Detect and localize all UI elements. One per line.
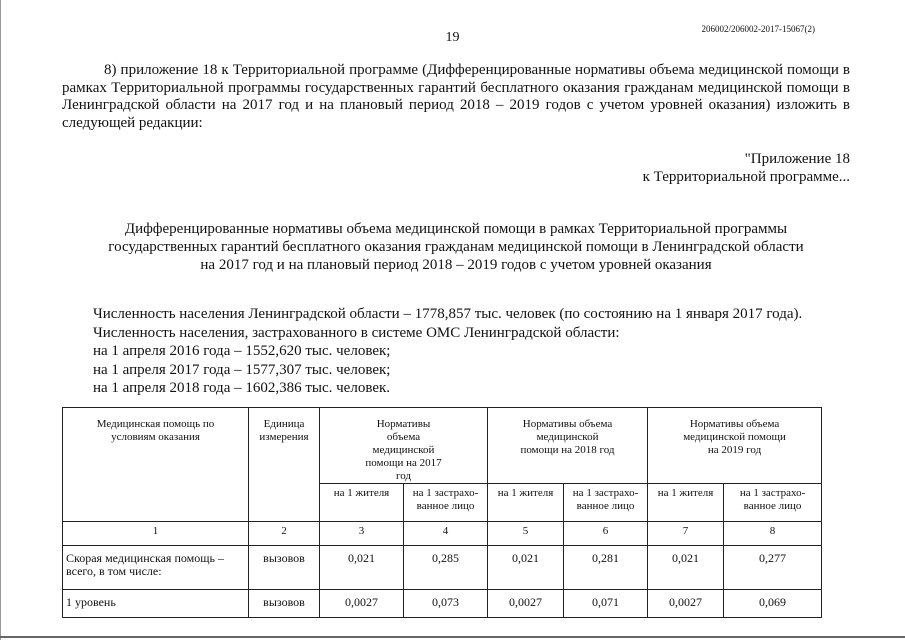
subheader-per-insured: на 1 застрахо- ванное лицо xyxy=(564,484,648,522)
stats-line: Численность населения, застрахованного в системе ОМС Ленинградской области: xyxy=(93,324,620,341)
column-number: 5 xyxy=(488,522,564,546)
column-number: 3 xyxy=(320,522,404,546)
table-cell: 0,073 xyxy=(404,590,488,618)
title-line-3: на 2017 год и на плановый период 2018 – 2019 годов с учетом уровней оказания xyxy=(200,257,712,273)
row-label: 1 уровень xyxy=(63,590,249,618)
column-number: 4 xyxy=(404,522,488,546)
intro-paragraph: 8) приложение 18 к Территориальной программе (Дифференцированные нормативы объема медицинской помощи в рамках Территориальной программы государственных гарантий бесплатного оказания гражданам медицинской помощи в Ленинградской области на 2017 год и на плановый период 2018 – 2019 годов с учетом уровней оказания) изложить в следующей редакции: xyxy=(62,62,850,131)
table-cell: 0,281 xyxy=(564,546,648,590)
header-care-conditions: Медицинская помощь по условиям оказания xyxy=(63,408,249,522)
table-cell: 0,071 xyxy=(564,590,648,618)
subheader-per-insured: на 1 застрахо- ванное лицо xyxy=(404,484,488,522)
header-2019: Нормативы объема медицинской помощи на 2019 год xyxy=(648,408,822,484)
row-unit: вызовов xyxy=(249,590,320,618)
table-cell: 0,021 xyxy=(320,546,404,590)
document-code: 206002/206002-2017-15067(2) xyxy=(701,24,815,34)
title-line-2: государственных гарантий бесплатного оказания гражданам медицинской помощи в Ленинградской области xyxy=(108,239,804,255)
annex-line-1: "Приложение 18 xyxy=(744,151,850,167)
table-cell: 0,0027 xyxy=(488,590,564,618)
table-cell: 0,277 xyxy=(724,546,822,590)
annex-line-2: к Территориальной программе... xyxy=(642,169,850,185)
table-cell: 0,0027 xyxy=(648,590,724,618)
annex-reference xyxy=(643,150,850,186)
row-label: Скорая медицинская помощь – всего, в том числе: xyxy=(63,546,249,590)
subheader-per-insured: на 1 застрахо- ванное лицо xyxy=(724,484,822,522)
column-number: 6 xyxy=(564,522,648,546)
stats-line: на 1 апреля 2016 года – 1552,620 тыс. человек; xyxy=(93,343,391,359)
row-unit: вызовов xyxy=(249,546,320,590)
stats-line: на 1 апреля 2017 года – 1577,307 тыс. человек; xyxy=(93,361,391,378)
table-cell: 0,021 xyxy=(488,546,564,590)
table-cell: 0,069 xyxy=(724,590,822,618)
column-number: 7 xyxy=(648,522,724,546)
stats-line: на 1 апреля 2018 года – 1602,386 тыс. человек. xyxy=(93,380,391,396)
header-2018: Нормативы объема медицинской помощи на 2018 год xyxy=(488,408,648,484)
column-number: 2 xyxy=(249,522,320,546)
title-line-1: Дифференцированные нормативы объема медицинской помощи в рамках Территориальной программы xyxy=(124,221,788,237)
table-cell: 0,285 xyxy=(404,546,488,590)
table-row xyxy=(63,546,822,590)
table-row xyxy=(63,590,822,618)
subheader-per-resident: на 1 жителя xyxy=(648,484,724,522)
scan-edge-left xyxy=(0,0,1,640)
column-number: 8 xyxy=(724,522,822,546)
section-title xyxy=(62,220,850,274)
table-cell: 0,0027 xyxy=(320,590,404,618)
norms-table xyxy=(62,407,822,618)
subheader-per-resident: на 1 жителя xyxy=(488,484,564,522)
scan-edge-bottom xyxy=(0,636,905,638)
stats-line: Численность населения Ленинградской области – 1778,857 тыс. человек (по состоянию на 1 января 2017 года). xyxy=(93,306,803,322)
header-2017: Нормативы объема медицинской помощи на 2017 год xyxy=(320,408,488,484)
page-number: 19 xyxy=(445,30,460,45)
population-stats xyxy=(93,305,802,398)
table-cell: 0,021 xyxy=(648,546,724,590)
header-unit: Единица измерения xyxy=(249,408,320,522)
column-number: 1 xyxy=(63,522,249,546)
subheader-per-resident: на 1 жителя xyxy=(320,484,404,522)
